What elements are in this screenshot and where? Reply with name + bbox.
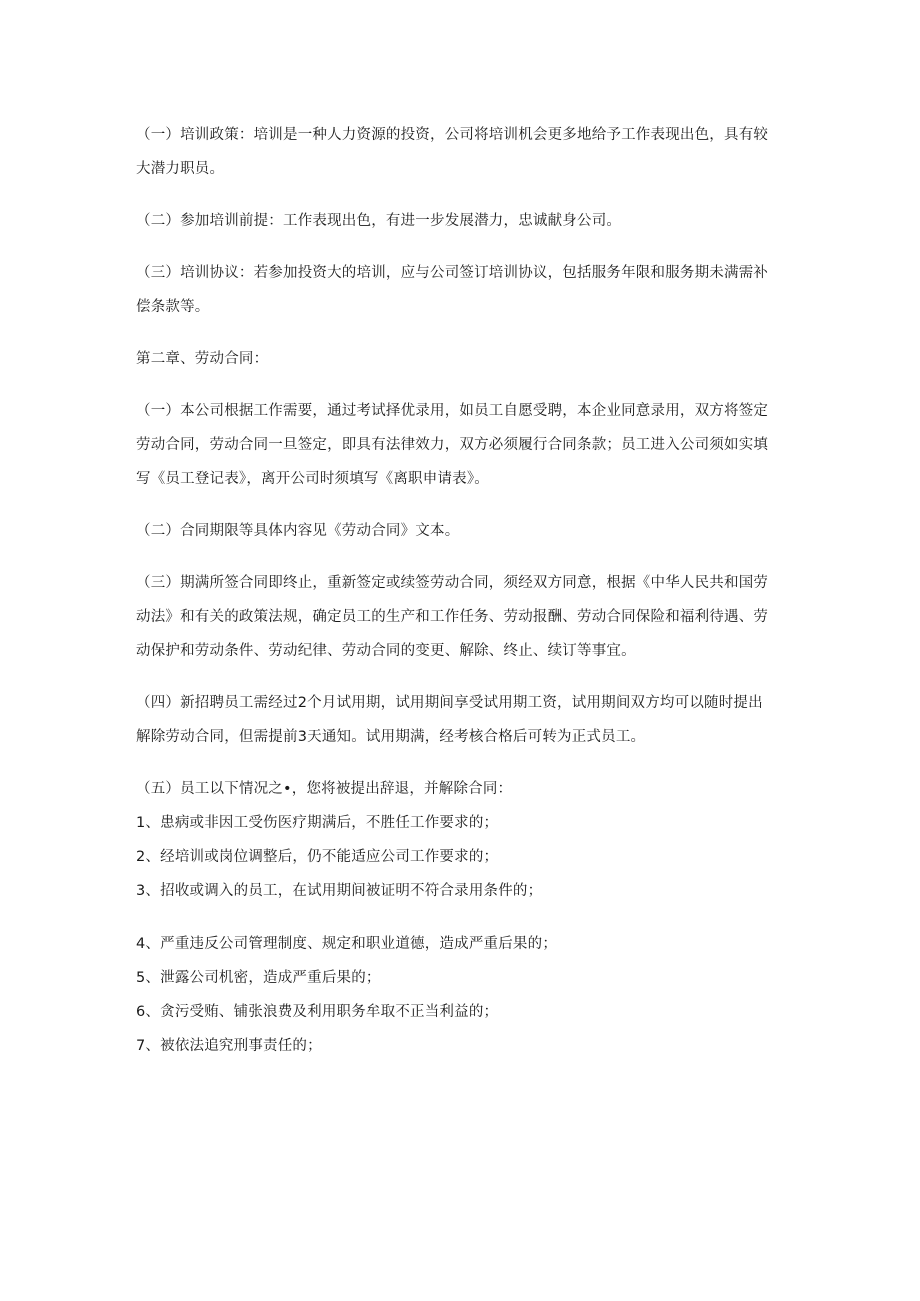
chapter-heading-labor-contract: 第二章、劳动合同： — [136, 351, 269, 367]
list-item: 5、泄露公司机密，造成严重后果的； — [136, 970, 381, 986]
paragraph-training-agreement: （三）培训协议：若参加投资大的培训，应与公司签订培训协议，包括服务年限和服务期未满需补偿条款等。 — [136, 265, 769, 315]
list-item: 4、严重违反公司管理制度、规定和职业道德，造成严重后果的； — [136, 936, 558, 952]
paragraph-training-prerequisite: （二）参加培训前提：工作表现出色，有进一步发展潜力，忠诚献身公司。 — [136, 213, 622, 229]
paragraph-contract-expiry: （三）期满所签合同即终止，重新签定或续签劳动合同，须经双方同意，根据《中华人民共和国劳动法》和有关的政策法规，确定员工的生产和工作任务、劳动报酬、劳动合同保险和福利待遇、劳动保护和劳动条件、劳动纪律、劳动合同的变更、解除、终止、续订等事宜。 — [136, 575, 769, 659]
list-item: 1、患病或非因工受伤医疗期满后，不胜任工作要求的； — [136, 815, 499, 831]
list-item: 7、被依法追究刑事责任的； — [136, 1038, 322, 1054]
paragraph-dismissal-intro: （五）员工以下情况之•，您将被提出辞退，并解除合同： — [136, 781, 513, 797]
dismissal-list-part-1 — [136, 806, 776, 908]
dismissal-list-part-2 — [136, 927, 776, 1063]
list-item: 2、经培训或岗位调整后，仍不能适应公司工作要求的； — [136, 849, 499, 865]
list-item: 6、贪污受贿、铺张浪费及利用职务牟取不正当利益的； — [136, 1004, 499, 1020]
paragraph-probation: （四）新招聘员工需经过2个月试用期，试用期间享受试用期工资，试用期间双方均可以随时提出解除劳动合同，但需提前3天通知。试用期满，经考核合格后可转为正式员工。 — [136, 695, 763, 745]
paragraph-contract-signing: （一）本公司根据工作需要，通过考试择优录用，如员工自愿受聘，本企业同意录用，双方将签定劳动合同，劳动合同一旦签定，即具有法律效力，双方必须履行合同条款；员工进入公司须如实填写《员工登记表》，离开公司时须填写《离职申请表》。 — [136, 403, 769, 487]
document-body — [136, 118, 776, 1063]
list-item: 3、招收或调入的员工，在试用期间被证明不符合录用条件的； — [136, 883, 543, 899]
paragraph-training-policy: （一）培训政策：培训是一种人力资源的投资，公司将培训机会更多地给予工作表现出色，具有较大潜力职员。 — [136, 127, 769, 177]
paragraph-contract-term: （二）合同期限等具体内容见《劳动合同》文本。 — [136, 523, 460, 539]
